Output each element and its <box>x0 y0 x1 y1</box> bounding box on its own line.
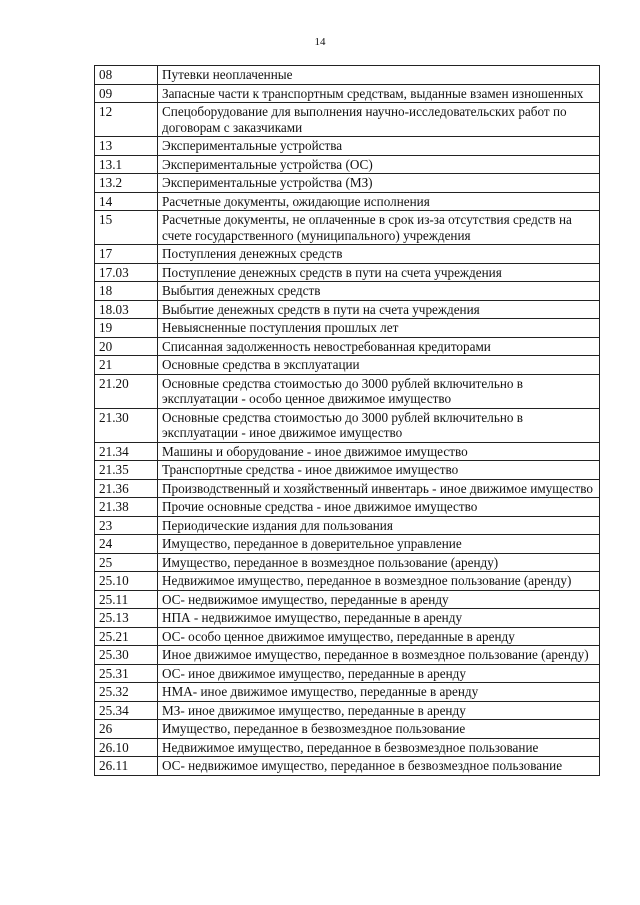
account-code-cell: 25.13 <box>95 609 158 628</box>
table-row <box>95 192 600 211</box>
account-name-cell: Недвижимое имущество, переданное в безвозмездное пользование <box>158 738 600 757</box>
table-row <box>95 155 600 174</box>
account-name-cell: Прочие основные средства - иное движимое имущество <box>158 498 600 517</box>
account-code-cell: 21.30 <box>95 408 158 442</box>
account-name-cell: Поступления денежных средств <box>158 245 600 264</box>
accounts-table <box>94 65 600 776</box>
account-name-cell: Периодические издания для пользования <box>158 516 600 535</box>
account-name-cell: Списанная задолженность невостребованная кредиторами <box>158 337 600 356</box>
account-name-cell: Поступление денежных средств в пути на счета учреждения <box>158 263 600 282</box>
account-code-cell: 13 <box>95 137 158 156</box>
account-code-cell: 18.03 <box>95 300 158 319</box>
table-row <box>95 720 600 739</box>
account-name-cell: Недвижимое имущество, переданное в возмездное пользование (аренду) <box>158 572 600 591</box>
table-row <box>95 245 600 264</box>
account-code-cell: 26.11 <box>95 757 158 776</box>
table-row <box>95 609 600 628</box>
table-row <box>95 738 600 757</box>
account-code-cell: 26.10 <box>95 738 158 757</box>
table-row <box>95 66 600 85</box>
account-code-cell: 21.20 <box>95 374 158 408</box>
account-code-cell: 24 <box>95 535 158 554</box>
account-name-cell: Экспериментальные устройства (МЗ) <box>158 174 600 193</box>
account-name-cell: Путевки неоплаченные <box>158 66 600 85</box>
account-name-cell: Спецоборудование для выполнения научно-исследовательских работ по договорам с заказчиками <box>158 103 600 137</box>
table-row <box>95 664 600 683</box>
table-row <box>95 498 600 517</box>
account-code-cell: 21.35 <box>95 461 158 480</box>
table-row <box>95 516 600 535</box>
account-code-cell: 18 <box>95 282 158 301</box>
table-row <box>95 572 600 591</box>
account-code-cell: 21.38 <box>95 498 158 517</box>
account-name-cell: Расчетные документы, не оплаченные в срок из-за отсутствия средств на счете государственного (муниципального) учреждения <box>158 211 600 245</box>
table-row <box>95 211 600 245</box>
account-name-cell: ОС- недвижимое имущество, переданное в безвозмездное пользование <box>158 757 600 776</box>
table-row <box>95 282 600 301</box>
account-code-cell: 17 <box>95 245 158 264</box>
account-name-cell: Невыясненные поступления прошлых лет <box>158 319 600 338</box>
account-name-cell: Основные средства в эксплуатации <box>158 356 600 375</box>
table-row <box>95 84 600 103</box>
table-row <box>95 590 600 609</box>
table-row <box>95 683 600 702</box>
account-name-cell: Основные средства стоимостью до 3000 рублей включительно в эксплуатации - иное движимое имущество <box>158 408 600 442</box>
account-code-cell: 21.34 <box>95 442 158 461</box>
account-code-cell: 25.31 <box>95 664 158 683</box>
account-name-cell: Выбытия денежных средств <box>158 282 600 301</box>
table-row <box>95 627 600 646</box>
account-name-cell: Иное движимое имущество, переданное в возмездное пользование (аренду) <box>158 646 600 665</box>
table-row <box>95 701 600 720</box>
account-code-cell: 08 <box>95 66 158 85</box>
account-code-cell: 17.03 <box>95 263 158 282</box>
account-name-cell: Экспериментальные устройства (ОС) <box>158 155 600 174</box>
account-code-cell: 13.2 <box>95 174 158 193</box>
account-code-cell: 25 <box>95 553 158 572</box>
account-code-cell: 21.36 <box>95 479 158 498</box>
account-name-cell: Расчетные документы, ожидающие исполнения <box>158 192 600 211</box>
account-name-cell: Запасные части к транспортным средствам, выданные взамен изношенных <box>158 84 600 103</box>
account-name-cell: Основные средства стоимостью до 3000 рублей включительно в эксплуатации - особо ценное движимое имущество <box>158 374 600 408</box>
account-code-cell: 21 <box>95 356 158 375</box>
table-row <box>95 461 600 480</box>
table-row <box>95 103 600 137</box>
table-row <box>95 337 600 356</box>
account-code-cell: 23 <box>95 516 158 535</box>
account-code-cell: 25.30 <box>95 646 158 665</box>
account-code-cell: 19 <box>95 319 158 338</box>
account-code-cell: 09 <box>95 84 158 103</box>
account-name-cell: Экспериментальные устройства <box>158 137 600 156</box>
table-row <box>95 356 600 375</box>
account-code-cell: 12 <box>95 103 158 137</box>
account-name-cell: Выбытие денежных средств в пути на счета учреждения <box>158 300 600 319</box>
account-code-cell: 20 <box>95 337 158 356</box>
table-row <box>95 757 600 776</box>
table-row <box>95 174 600 193</box>
table-row <box>95 408 600 442</box>
account-name-cell: Транспортные средства - иное движимое имущество <box>158 461 600 480</box>
account-name-cell: МЗ- иное движимое имущество, переданные в аренду <box>158 701 600 720</box>
account-name-cell: НМА- иное движимое имущество, переданные в аренду <box>158 683 600 702</box>
account-code-cell: 25.34 <box>95 701 158 720</box>
accounts-table-body <box>95 66 600 776</box>
account-code-cell: 25.11 <box>95 590 158 609</box>
table-row <box>95 479 600 498</box>
table-row <box>95 553 600 572</box>
account-name-cell: Имущество, переданное в безвозмездное пользование <box>158 720 600 739</box>
account-code-cell: 14 <box>95 192 158 211</box>
table-row <box>95 646 600 665</box>
page-number: 14 <box>314 36 326 48</box>
account-name-cell: Имущество, переданное в возмездное пользование (аренду) <box>158 553 600 572</box>
account-name-cell: НПА - недвижимое имущество, переданные в аренду <box>158 609 600 628</box>
table-row <box>95 319 600 338</box>
account-name-cell: Имущество, переданное в доверительное управление <box>158 535 600 554</box>
account-code-cell: 13.1 <box>95 155 158 174</box>
table-row <box>95 300 600 319</box>
account-code-cell: 15 <box>95 211 158 245</box>
account-name-cell: ОС- иное движимое имущество, переданные в аренду <box>158 664 600 683</box>
table-row <box>95 263 600 282</box>
table-row <box>95 374 600 408</box>
account-code-cell: 25.32 <box>95 683 158 702</box>
account-code-cell: 25.21 <box>95 627 158 646</box>
table-row <box>95 137 600 156</box>
account-name-cell: ОС- особо ценное движимое имущество, переданные в аренду <box>158 627 600 646</box>
account-name-cell: ОС- недвижимое имущество, переданные в аренду <box>158 590 600 609</box>
table-row <box>95 535 600 554</box>
account-name-cell: Производственный и хозяйственный инвентарь - иное движимое имущество <box>158 479 600 498</box>
account-code-cell: 26 <box>95 720 158 739</box>
table-row <box>95 442 600 461</box>
account-name-cell: Машины и оборудование - иное движимое имущество <box>158 442 600 461</box>
account-code-cell: 25.10 <box>95 572 158 591</box>
